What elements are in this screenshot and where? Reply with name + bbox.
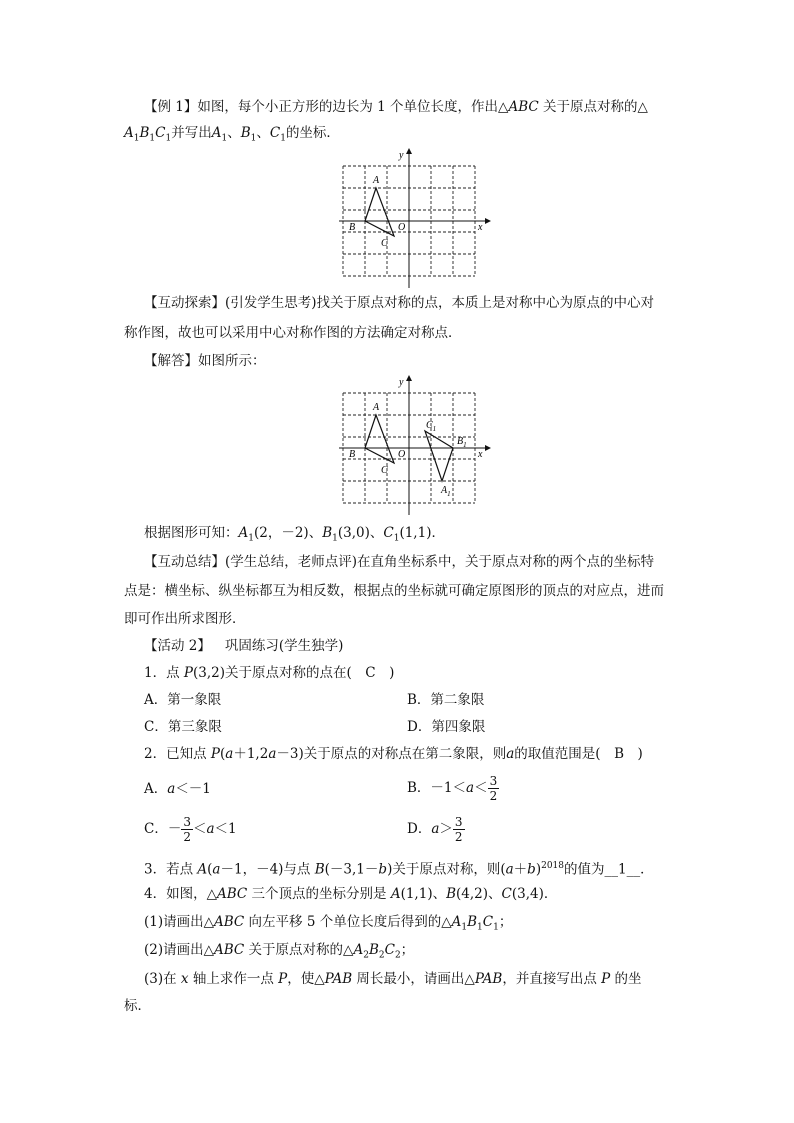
label-x: x bbox=[478, 222, 483, 233]
q1-option-a: A．第一象限 bbox=[144, 692, 222, 708]
fraction-three-halves: $\frac{3}{2}$ bbox=[183, 815, 191, 844]
svg-text:A: A bbox=[373, 402, 380, 413]
figure-1-original-triangle bbox=[335, 146, 495, 290]
explore-line2: 称作图，故也可以采用中心对称作图的方法确定对称点． bbox=[124, 325, 462, 341]
q4-part3: (3)在 x 轴上求作一点 P，使△PAB 周长最小，请画出△PAB，并直接写出点 P 的坐 bbox=[144, 971, 642, 987]
q3-stem: 3．若点 A(a－1，－4)与点 B(－3,1－b)关于原点对称，则$(a+b)^{2018}$的值为__1__． bbox=[144, 861, 654, 878]
activity2-heading: 【活动 2】 巩固练习(学生独学) bbox=[144, 638, 344, 654]
svg-text:O: O bbox=[398, 449, 406, 460]
example1-tag: 【例 1】 bbox=[144, 99, 198, 115]
label-o: O bbox=[398, 222, 406, 233]
q1-stem: 1．点 P(3,2)关于原点对称的点在( C ) bbox=[144, 665, 395, 681]
explore-line1: 【互动探索】(引发学生思考)找关于原点对称的点，本质上是对称中心为原点的中心对 bbox=[144, 295, 655, 311]
q4-part2: (2)请画出△ABC 关于原点对称的$\triangle A_2B_2C_2$； bbox=[144, 942, 415, 961]
svg-text:y: y bbox=[399, 377, 404, 388]
label-c1: $C_1$ bbox=[426, 420, 437, 433]
q1-option-d: D．第四象限 bbox=[407, 719, 486, 735]
q2-option-a: A．a＜－1 bbox=[144, 781, 211, 797]
q2-option-b: B．－1＜a＜ $\frac{3}{2}$ bbox=[407, 774, 498, 803]
label-c: C bbox=[381, 238, 388, 249]
example1-line1: 【例 1】如图，每个小正方形的边长为 1 个单位长度，作出△ABC 关于原点对称的△ bbox=[144, 99, 648, 115]
summary-line3: 即可作出所求图形． bbox=[124, 611, 246, 627]
triangle-abc bbox=[365, 415, 394, 463]
q2-option-d: D．a＞ $\frac{3}{2}$ bbox=[407, 815, 463, 844]
fraction-three-halves: $\frac{3}{2}$ bbox=[489, 774, 498, 803]
q4-part1: (1)请画出△ABC 向左平移 5 个单位长度后得到的$\triangle A_1B_1C_1$； bbox=[144, 914, 513, 933]
label-b: B bbox=[349, 222, 356, 233]
svg-text:x: x bbox=[478, 449, 483, 460]
q2-stem: 2．已知点 P(a＋1,2a－3)关于原点的对称点在第二象限，则a的取值范围是( B ) bbox=[144, 746, 643, 762]
summary-line1: 【互动总结】(学生总结，老师点评)在直角坐标系中，关于原点对称的两个点的坐标特 bbox=[144, 554, 655, 570]
result-line: 根据图形可知：$A_1(2$，－2)、$B_1(3,0)$、$C_1(1,1)$． bbox=[144, 525, 445, 544]
example1-line2: $A_1B_1C_1$并写出$A_1$、$B_1$、$C_1$的坐标． bbox=[124, 125, 340, 144]
triangle-a1b1c1 bbox=[425, 431, 453, 481]
label-b1: $B_1$ bbox=[457, 436, 467, 449]
figure-1-grid bbox=[335, 146, 495, 290]
svg-text:C: C bbox=[381, 465, 388, 476]
label-a: A bbox=[373, 175, 380, 186]
svg-text:B: B bbox=[349, 449, 356, 460]
q2-option-c: C．－ $\frac{3}{2}$ ＜a＜1 bbox=[144, 815, 237, 844]
q4-part3-line2: 标． bbox=[124, 998, 151, 1014]
figure-2-solution bbox=[335, 373, 495, 517]
fraction-three-halves: $\frac{3}{2}$ bbox=[454, 815, 463, 844]
q1-option-c: C．第三象限 bbox=[144, 719, 222, 735]
q4-stem: 4．如图，△ABC 三个顶点的坐标分别是 A(1,1)、B(4,2)、C(3,4)． bbox=[144, 886, 558, 902]
answer-heading: 【解答】如图所示： bbox=[144, 353, 266, 369]
label-a1: $A_1$ bbox=[441, 485, 451, 498]
label-y: y bbox=[399, 150, 404, 161]
triangle-abc bbox=[365, 188, 394, 236]
q1-option-b: B．第二象限 bbox=[407, 692, 485, 708]
q3-answer: __1__ bbox=[604, 861, 641, 878]
summary-line2: 点是：横坐标、纵坐标都互为相反数，根据点的坐标就可确定原图形的顶点的对应点，进而 bbox=[124, 583, 664, 599]
figure-2-grid bbox=[335, 373, 495, 517]
